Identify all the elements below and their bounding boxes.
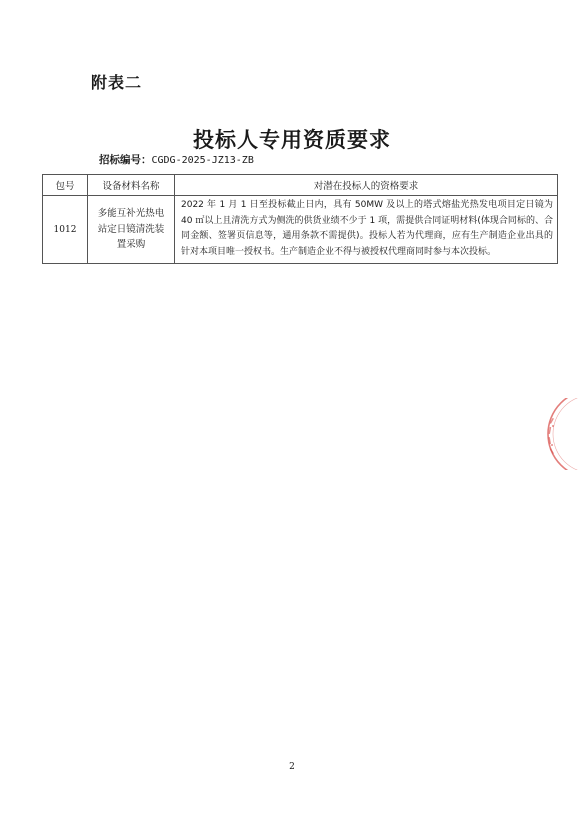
seal-stamp-icon: [534, 398, 584, 470]
page-title: 投标人专用资质要求: [193, 128, 391, 152]
column-header-package: 包号: [43, 175, 88, 196]
tender-number-value: CGDG-2025-JZ13-ZB: [151, 155, 254, 166]
table-header-row: [43, 175, 558, 196]
package-number-cell: 1012: [43, 196, 88, 264]
equipment-name-cell: 多能互补光热电站定日镜清洗装置采购: [88, 196, 175, 264]
column-header-name: 设备材料名称: [88, 175, 175, 196]
page-number: 2: [289, 762, 295, 772]
tender-number-label: 招标编号：: [99, 154, 152, 166]
seal-stamp-fragment: [534, 398, 584, 470]
appendix-label: 附表二: [91, 73, 143, 92]
column-header-requirement: 对潜在投标人的资格要求: [175, 175, 558, 196]
table-row: [43, 196, 558, 264]
qualification-table: [42, 174, 558, 264]
requirement-cell: 2022 年 1 月 1 日至投标截止日内，具有 50MW 及以上的塔式熔盐光热发电项目定日镜为 40 ㎡以上且清洗方式为侧洗的供货业绩不少于 1 项，需提供合同证明材料(体现合同标的、合同金额、签署页信息等，通用条款不需提供)。投标人若为代理商，应有生产制造企业出具的针对本项目唯一授权书。生产制造企业不得与被授权代理商同时参与本次投标。: [175, 196, 558, 264]
tender-number: [99, 152, 254, 167]
